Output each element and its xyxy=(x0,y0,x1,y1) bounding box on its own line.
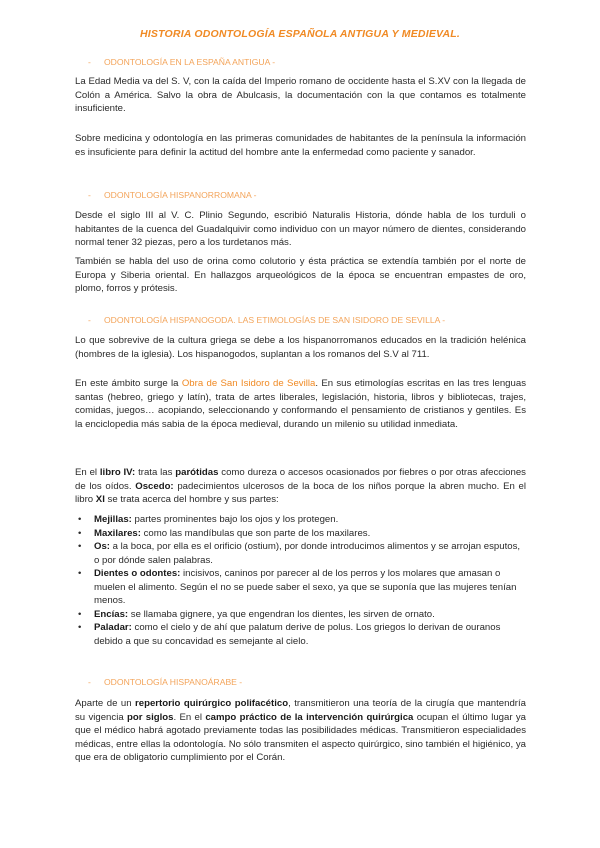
list-item: • Maxilares: como las mandíbulas que son parte de los maxilares. xyxy=(78,527,371,539)
heading-text: ODONTOLOGÍA HISPANOÁRABE - xyxy=(104,677,243,687)
paragraph: Sobre medicina y odontología en las primeras comunidades de habitantes de la península la información es insuficiente para definir la actitud del hombre ante la enfermedad como paciente y sanador. xyxy=(75,133,526,158)
list-item: • Dientes o odontes: incisivos, caninos por parecer al de los perros y los molares que amasan o muelen el alimento. Según el no se puede saber el sexo, ya que se suponía que las mujeres tenían menos. xyxy=(78,568,517,606)
anatomy-list xyxy=(78,513,526,648)
bullet-icon: • xyxy=(78,568,82,579)
list-item: • Encías: se llamaba gignere, ya que engendran los dientes, les sirven de ornato. xyxy=(78,608,435,620)
paragraph: También se habla del uso de orina como colutorio y ésta práctica se extendía también por el norte de Europa y Siberia oriental. En hallazgos arqueológicos de la época se encuentran empastes de oro, plomo, forros y prótesis. xyxy=(75,256,526,294)
section-heading-hispanorromana xyxy=(88,190,256,200)
bold-term: Os: xyxy=(94,541,110,552)
bullet-icon: • xyxy=(78,514,82,525)
heading-text: ODONTOLOGÍA EN LA ESPAÑA ANTIGUA - xyxy=(104,57,276,67)
bold-term: Dientes o odontes: xyxy=(94,568,181,579)
section-heading-espana-antigua xyxy=(88,57,275,67)
text: En este ámbito surge la xyxy=(75,378,182,389)
heading-dash: - xyxy=(88,315,91,325)
paragraph: Lo que sobrevive de la cultura griega se debe a los hispanorromanos educados en la tradición helénica (hombres de la iglesia). Los hispanogodos, suplantan a los romanos del S.V al 711. xyxy=(75,335,526,360)
heading-text: ODONTOLOGÍA HISPANOGODA. LAS ETIMOLOGÍAS DE SAN ISIDORO DE SEVILLA - xyxy=(104,315,446,325)
bold-term: repertorio quirúrgico polifacético xyxy=(135,698,289,709)
paragraph: Desde el siglo III al V. C. Plinio Segundo, escribió Naturalis Historia, dónde habla de los turduli o habitantes de la cuenca del Guadalquivir como individuo con un mayor número de dientes, considerando normal tener 32 piezas, pero a los turdetanos más. xyxy=(75,210,526,248)
text: . En sus etimologías escritas en las tres lenguas santas (hebreo, griego y latín), trata de artes liberales, legislación, historia, libros y bibliotecas, trajes, comidas, juegos… acopiando, seleccionando y conformando el pensamiento de cristianos y gentiles. Es la enciclopedia más sabia de la época medieval, durando un milenio su utilidad inmediata. xyxy=(75,378,526,430)
heading-dash: - xyxy=(88,677,91,687)
heading-dash: - xyxy=(88,57,91,67)
paragraph xyxy=(75,377,526,431)
bullet-icon: • xyxy=(78,622,82,633)
bold-term: Encías: xyxy=(94,608,129,620)
bullet-icon: • xyxy=(78,608,82,620)
paragraph: Aparte de un repertorio quirúrgico polifacético, transmitieron una teoría de la cirugía que mantendría su vigencia por siglos. En el campo práctico de la intervención quirúrgica ocupan el último lugar ya que el médico habrá agotado previamente todas las posibilidades médicas. Transmitieron especialidades médicas, entre ellas la odontología. No sólo transmiten el aspecto quirúrgico, sino también el higiénico, ya que era de obligatorio cumplimiento por el Corán. xyxy=(75,698,527,763)
list-item: • Os: a la boca, por ella es el orificio (ostium), por donde introducimos alimentos y se arrojan esputos, o por dónde salen palabras. xyxy=(78,541,521,566)
bold-term: libro IV: xyxy=(99,467,136,478)
bold-term: parótidas xyxy=(175,467,219,478)
bullet-icon: • xyxy=(78,527,82,539)
bold-term: Mejillas: xyxy=(94,514,132,525)
bold-term: XI xyxy=(95,494,105,505)
list-item: • Paladar: como el cielo y de ahí que palatum derive de polus. Los griegos lo derivan de ouranos debido a que su concavidad es semejante al cielo. xyxy=(78,622,501,647)
list-item: • Mejillas: partes prominentes bajo los ojos y los protegen. xyxy=(78,514,339,525)
heading-dash: - xyxy=(88,190,91,200)
paragraph: La Edad Media va del S. V, con la caída del Imperio romano de occidente hasta el S.XV con la llegada de Colón a América. Salvo la obra de Abulcasis, la documentación con la que contamos es totalmente insuficiente. xyxy=(75,76,526,114)
bold-term: Oscedo: xyxy=(135,480,174,492)
document-title: HISTORIA ODONTOLOGÍA ESPAÑOLA ANTIGUA Y MEDIEVAL. xyxy=(140,28,460,40)
bullet-icon: • xyxy=(78,541,82,552)
paragraph: En el libro IV: trata las parótidas como dureza o accesos ocasionados por fiebres o por otras afecciones de los oídos. Oscedo: padecimientos ulcerosos de la boca de los niños porque la abren mucho. En el libro XI se trata acerca del hombre y sus partes: xyxy=(75,467,526,505)
heading-text: ODONTOLOGÍA HISPANORROMANA - xyxy=(104,190,257,200)
section-heading-hispanogoda xyxy=(88,315,445,325)
bold-term: Paladar: xyxy=(94,622,132,633)
highlight-obra-san-isidoro: Obra de San Isidoro de Sevilla xyxy=(181,378,316,389)
bold-term: Maxilares: xyxy=(94,527,141,539)
section-heading-hispanoarabe xyxy=(88,677,242,687)
bold-term: por siglos xyxy=(126,711,174,723)
bold-term: campo práctico de la intervención quirúrgica xyxy=(205,711,414,723)
